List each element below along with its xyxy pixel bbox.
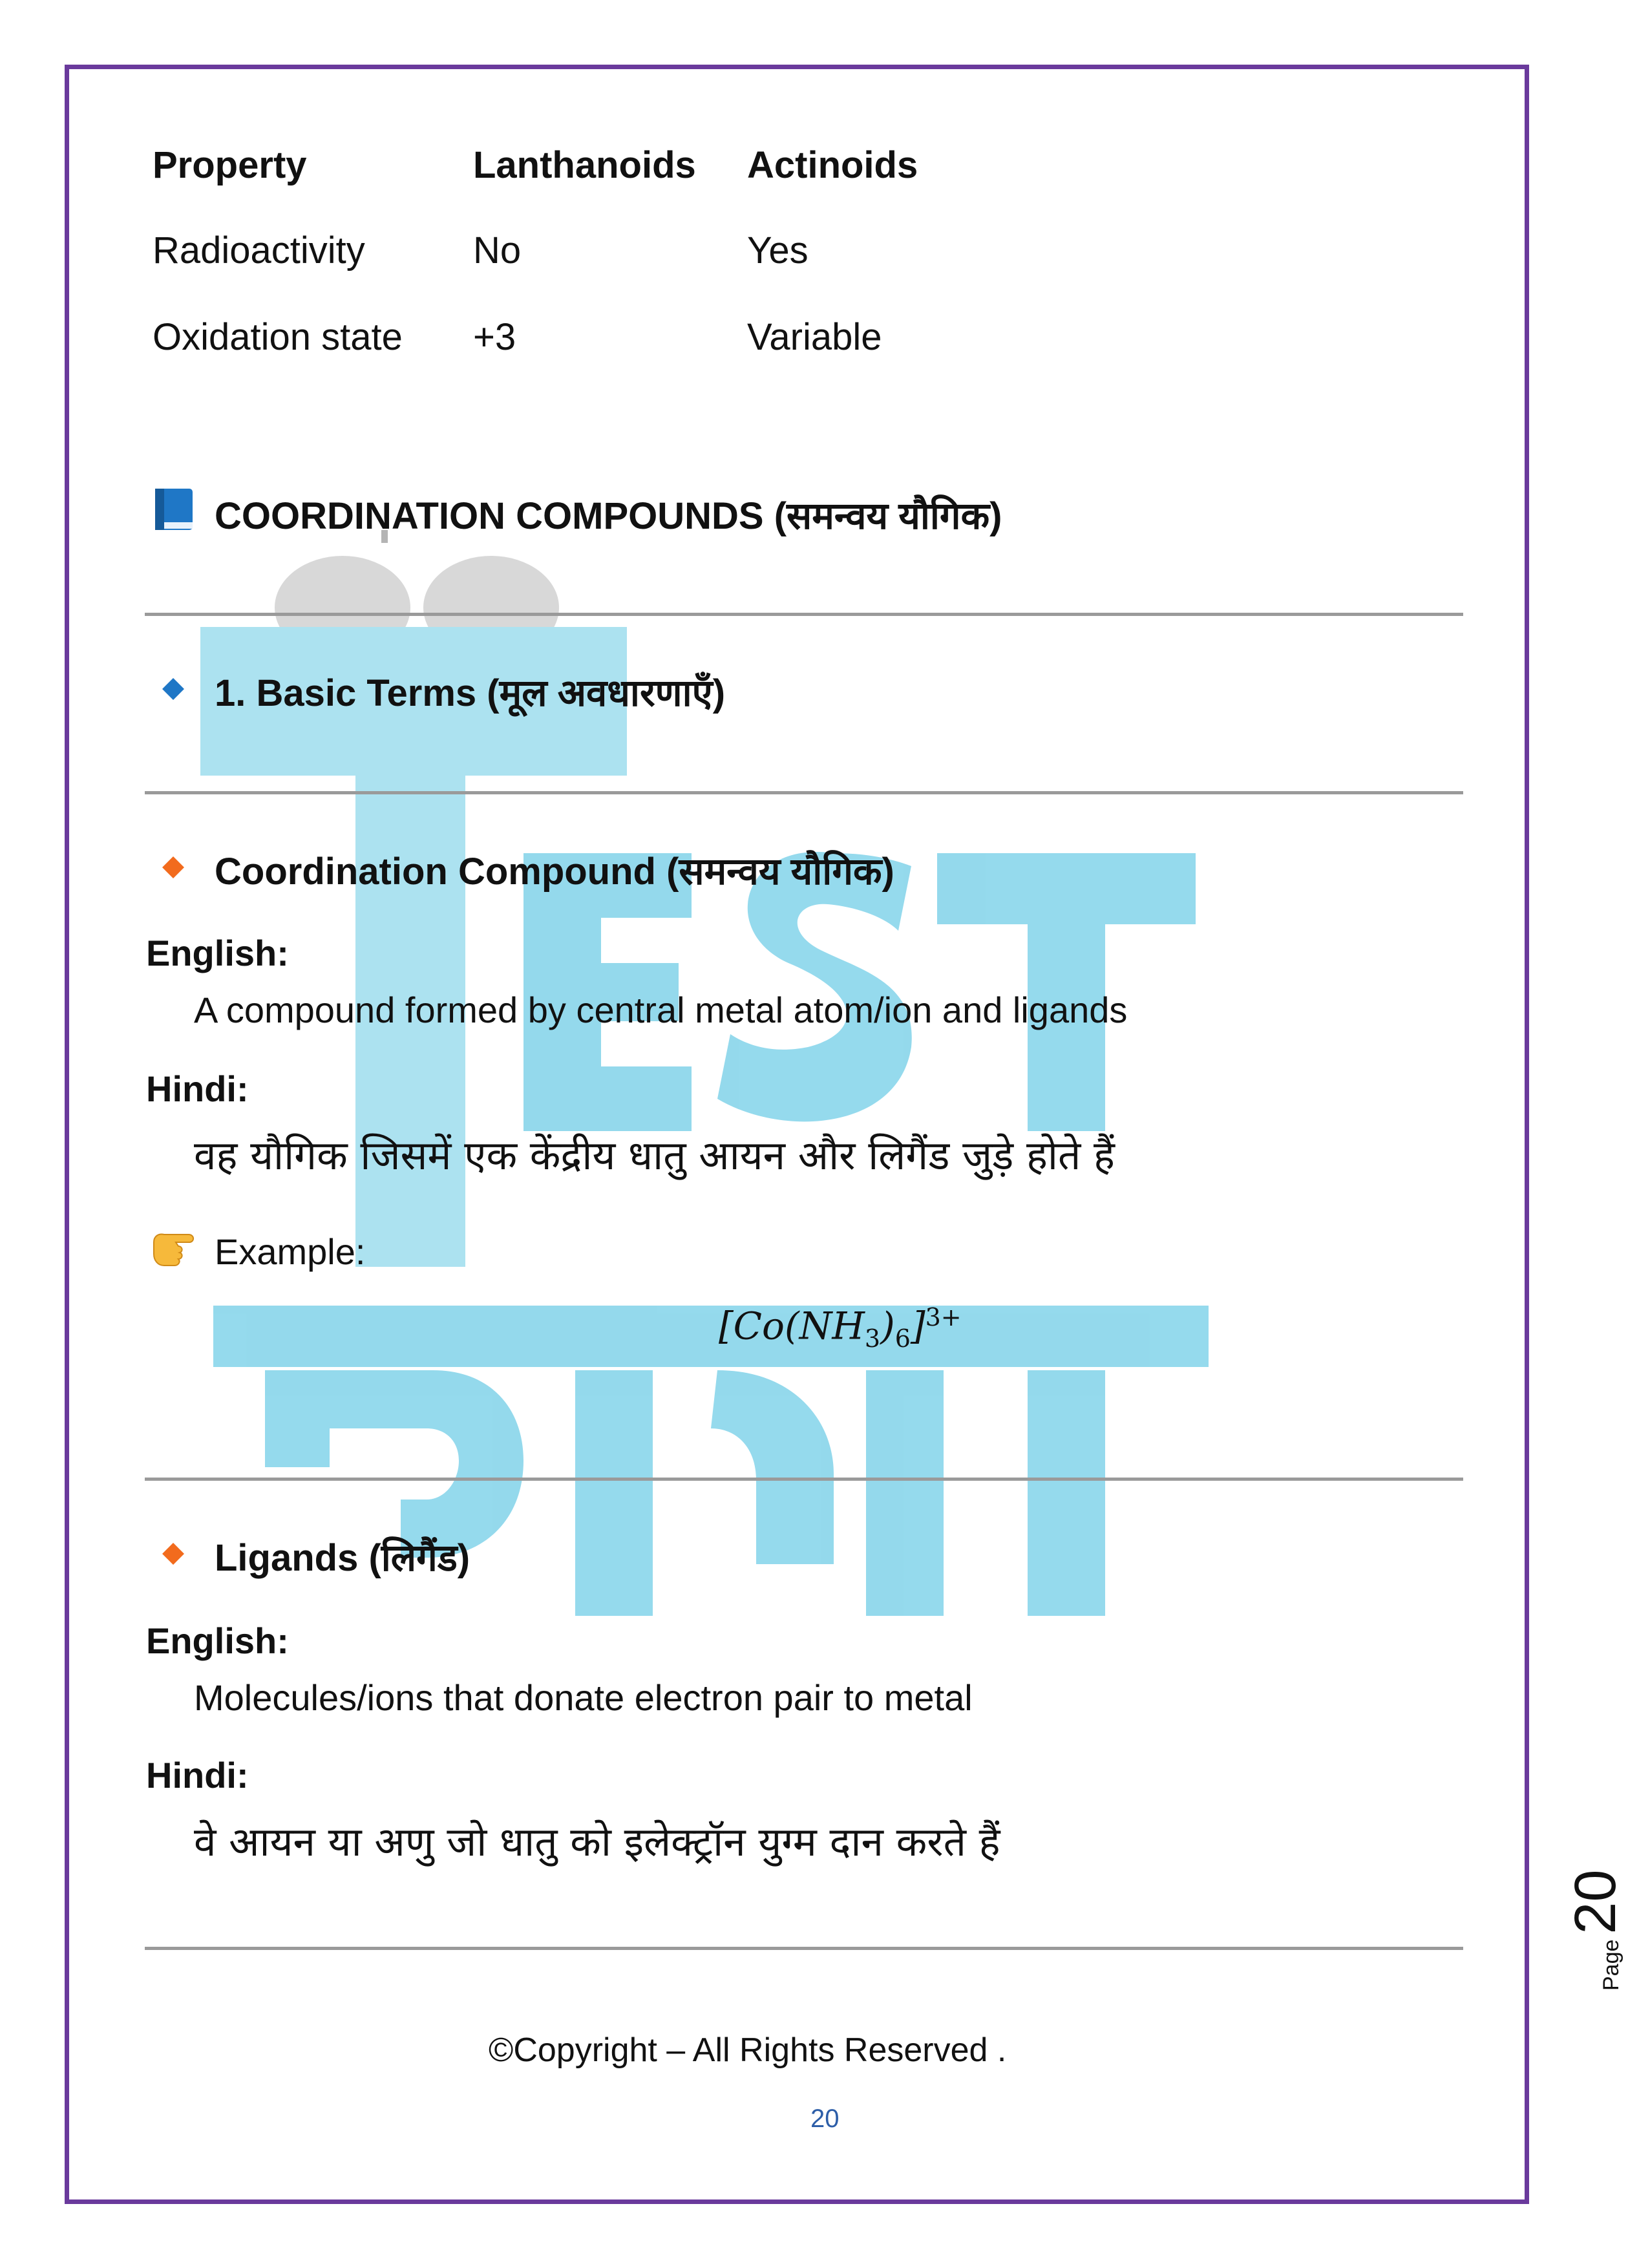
ligands-heading: Ligands (लिगैंड) (215, 1537, 470, 1579)
pointing-hand-icon (150, 1227, 202, 1268)
english-definition: A compound formed by central metal atom/ion and ligands (194, 990, 1128, 1030)
english-definition: Molecules/ions that donate electron pair to metal (194, 1677, 973, 1718)
coordination-compound-heading: Coordination Compound (समन्वय यौगिक) (215, 851, 894, 893)
side-page-word: Page (1599, 1939, 1623, 1991)
example-label: Example: (215, 1231, 366, 1272)
side-page-indicator (1545, 1861, 1628, 1991)
hindi-label: Hindi: (146, 1068, 249, 1109)
english-label: English: (146, 933, 289, 973)
example-formula: $[Co(NH_3)_6]^{3+}$ (719, 1303, 962, 1353)
hindi-definition: वे आयन या अणु जो धातु को इलेक्ट्रॉन युग्म दान करते हैं (194, 1818, 1000, 1865)
table-header-actinoids: Actinoids (747, 144, 918, 186)
orange-diamond-icon (162, 856, 184, 878)
divider (145, 1947, 1463, 1950)
english-label: English: (146, 1620, 289, 1661)
hindi-label: Hindi: (146, 1755, 249, 1796)
table-cell: Variable (747, 316, 882, 358)
divider (145, 613, 1463, 616)
table-header-property: Property (153, 144, 307, 186)
orange-diamond-icon (162, 1543, 184, 1565)
section-title: COORDINATION COMPOUNDS (समन्वय यौगिक) (215, 495, 1002, 537)
table-cell: No (473, 229, 522, 271)
table-cell: Oxidation state (153, 316, 403, 358)
table-cell: Radioactivity (153, 229, 365, 271)
side-page-number: 20 (1563, 1869, 1628, 1934)
blue-diamond-icon (162, 678, 184, 700)
table-cell: +3 (473, 316, 516, 358)
table-cell: Yes (747, 229, 809, 271)
hindi-definition: वह यौगिक जिसमें एक केंद्रीय धातु आयन और लिगैंड जुड़े होते हैं (194, 1132, 1115, 1179)
table-header-lanthanoids: Lanthanoids (473, 144, 696, 186)
page-number: 20 (810, 2104, 840, 2133)
divider (145, 1478, 1463, 1481)
basic-terms-heading: 1. Basic Terms (मूल अवधारणाएँ) (215, 672, 726, 714)
copyright-text: ©Copyright – All Rights Reserved . (489, 2031, 1007, 2069)
blue-book-icon (153, 486, 198, 533)
divider (145, 791, 1463, 794)
